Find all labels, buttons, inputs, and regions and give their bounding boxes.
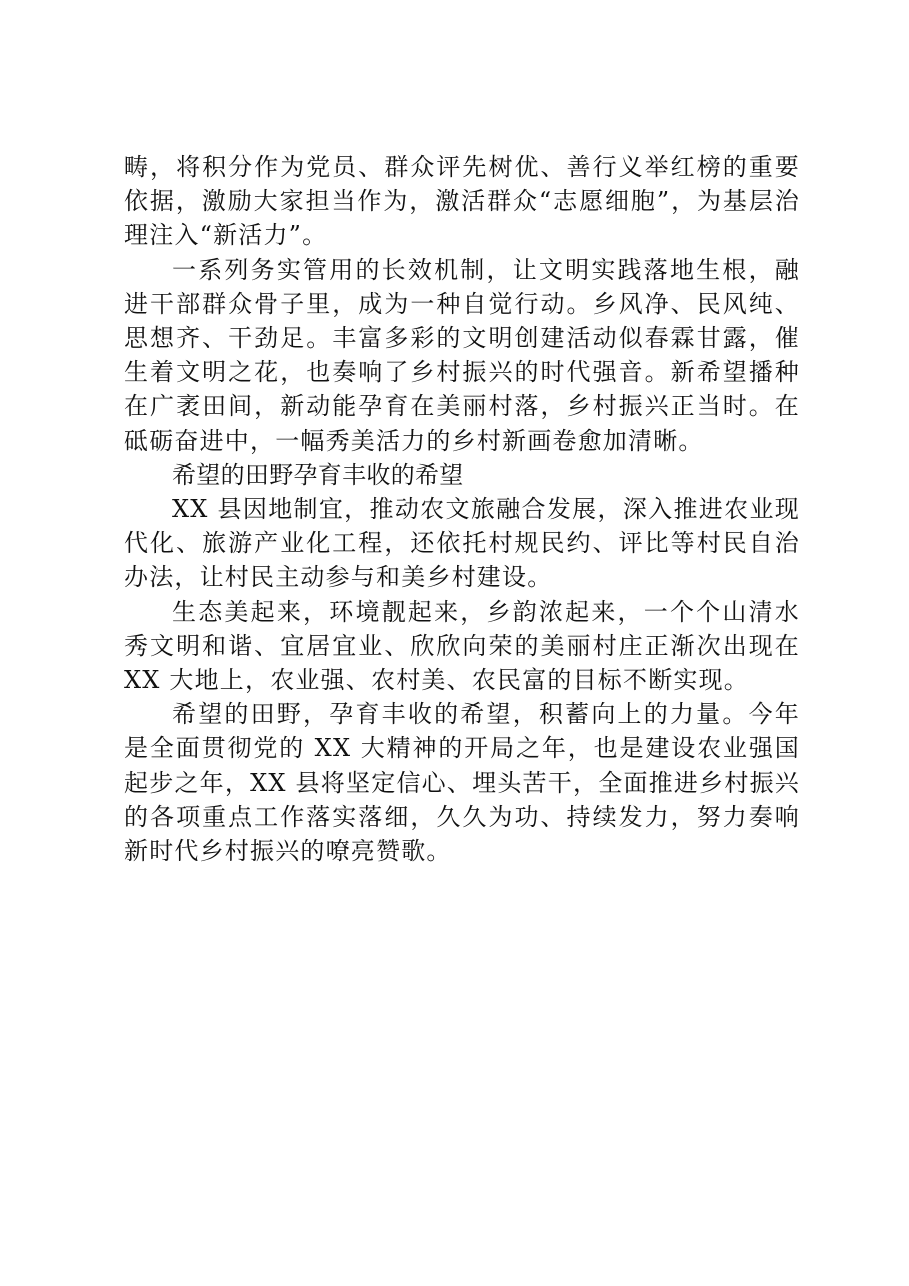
paragraph-ecology: 生态美起来，环境靓起来，乡韵浓起来，一个个山清水秀文明和谐、宜居宜业、欣欣向荣的美丽村庄正渐次出现在 XX 大地上，农业强、农村美、农民富的目标不断实现。 <box>124 597 800 695</box>
paragraph-continuation: 畴，将积分作为党员、群众评先树优、善行义举红榜的重要依据，激励大家担当作为，激活群众“志愿细胞”，为基层治理注入“新活力”。 <box>124 153 800 250</box>
section-heading: 希望的田野孕育丰收的希望 <box>172 460 464 489</box>
paragraph-county-measures: XX 县因地制宜，推动农文旅融合发展，深入推进农业现代化、旅游产业化工程，还依托村规民约、评比等村民自治办法，让村民主动参与和美乡村建设。 <box>124 495 800 592</box>
paragraph-long-term-mechanism: 一系列务实管用的长效机制，让文明实践落地生根，融进干部群众骨子里，成为一种自觉行动。乡风净、民风纯、思想齐、干劲足。丰富多彩的文明创建活动似春霖甘露，催生着文明之花，也奏响了乡村振兴的时代强音。新希望播种在广袤田间，新动能孕育在美丽村落，乡村振兴正当时。在砥砺奋进中，一幅秀美活力的乡村新画卷愈加清晰。 <box>124 255 800 455</box>
paragraph-conclusion: 希望的田野，孕育丰收的希望，积蓄向上的力量。今年是全面贯彻党的 XX 大精神的开局之年，也是建设农业强国起步之年，XX 县将坚定信心、埋头苦干，全面推进乡村振兴的各项重点工作落实落细，久久为功、持续发力，努力奏响新时代乡村振兴的嘹亮赞歌。 <box>124 700 800 866</box>
document-page <box>124 150 800 868</box>
